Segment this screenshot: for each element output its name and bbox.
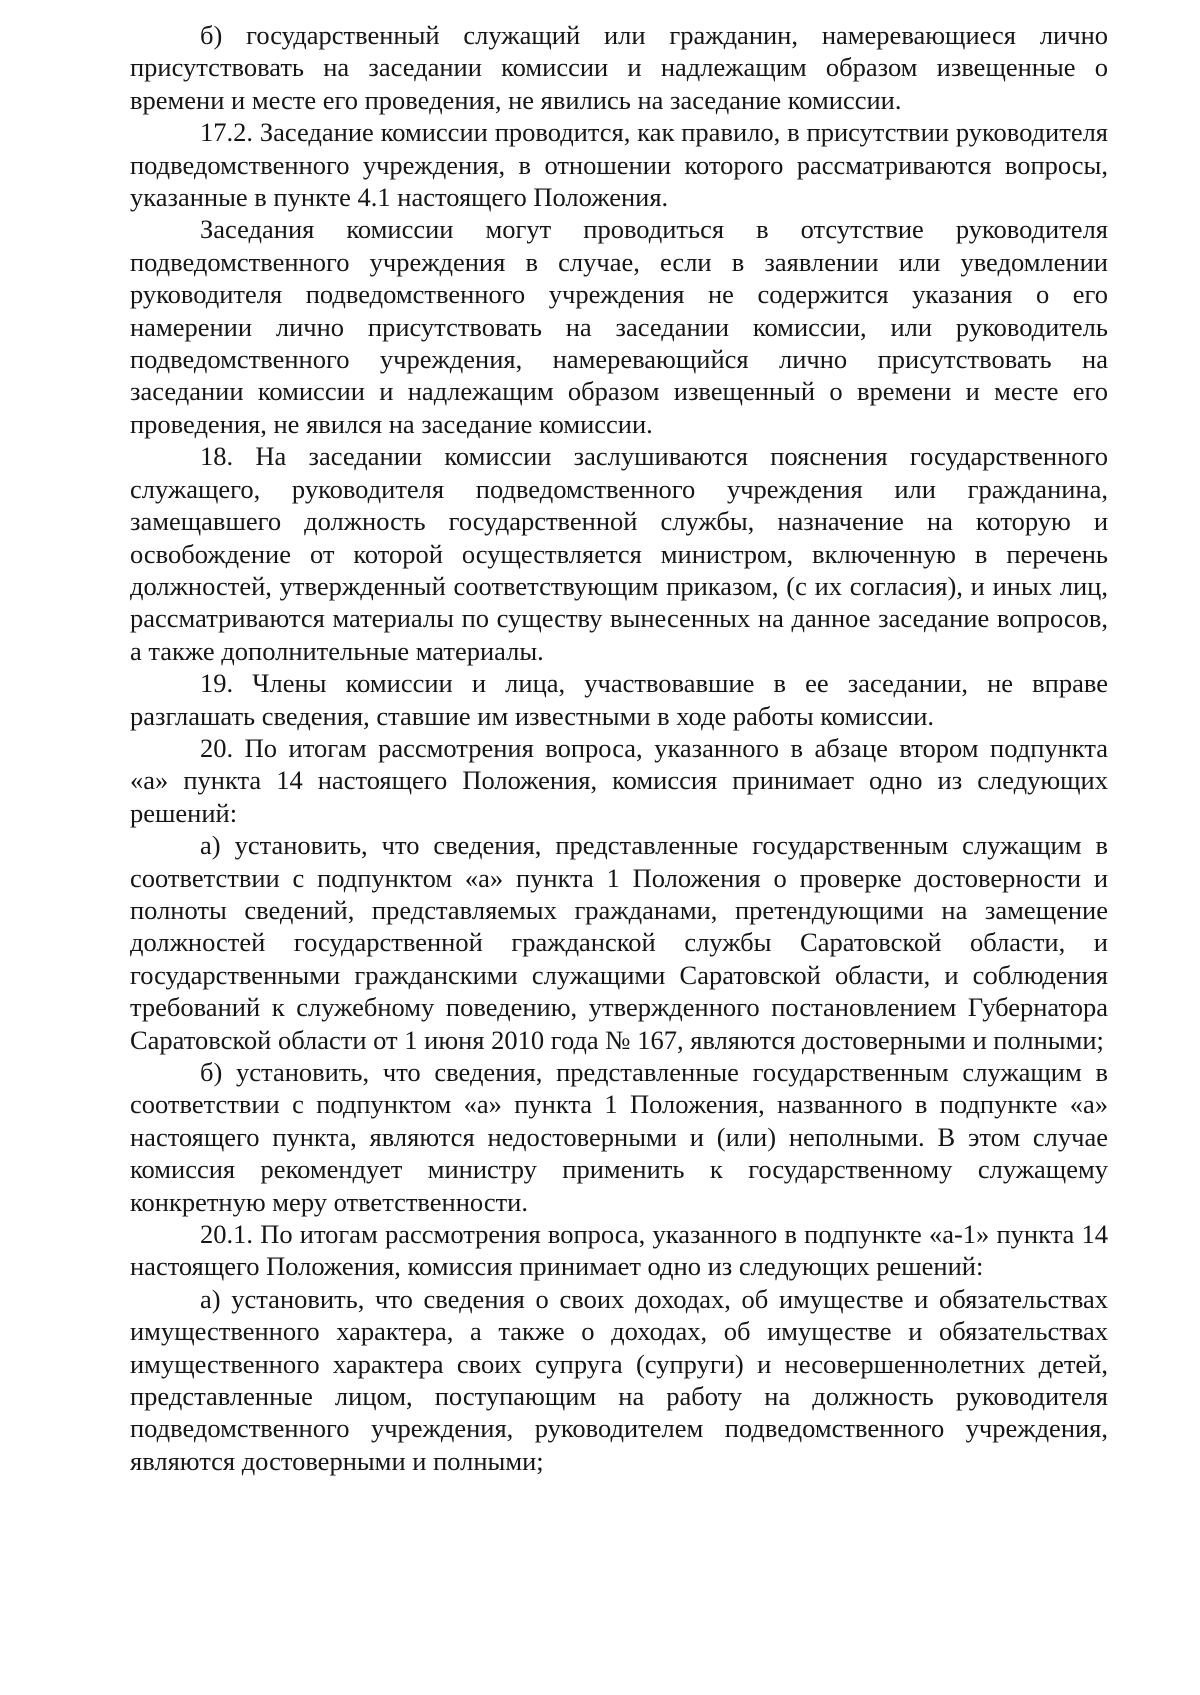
- paragraph-20-b: б) установить, что сведения, представленные государственным служащим в соответствии с подпунктом «а» пункта 1 Положения, названного в подпункте «а» настоящего пункта, являются недостоверными и (или) неполными. В этом случае комиссия рекомендует министру применить к государственному служащему конкретную меру ответственности.: [130, 1057, 1108, 1217]
- paragraph-20: 20. По итогам рассмотрения вопроса, указанного в абзаце втором подпункта «а» пункта 14 настоящего Положения, комиссия принимает одно из следующих решений:: [130, 732, 1108, 828]
- paragraph-20-1-a: а) установить, что сведения о своих доходах, об имуществе и обязательствах имущественного характера, а также о доходах, об имуществе и обязательствах имущественного характера своих супруга (супруги) и несовершеннолетних детей, представленные лицом, поступающим на работу на должность руководителя подведомственного учреждения, руководителем подведомственного учреждения, являются достоверными и полными;: [130, 1283, 1108, 1476]
- paragraph-17-2-absence: Заседания комиссии могут проводиться в отсутствие руководителя подведомственного учреждения в случае, если в заявлении или уведомлении руководителя подведомственного учреждения не содержится указания о его намерении лично присутствовать на заседании комиссии, или руководитель подведомственного учреждения, намеревающийся лично присутствовать на заседании комиссии и надлежащим образом извещенный о времени и месте его проведения, не явился на заседание комиссии.: [130, 214, 1108, 439]
- paragraph-20-1: 20.1. По итогам рассмотрения вопроса, указанного в подпункте «а-1» пункта 14 настоящего Положения, комиссия принимает одно из следующих решений:: [130, 1219, 1108, 1282]
- paragraph-19: 19. Члены комиссии и лица, участвовавшие в ее заседании, не вправе разглашать сведения, ставшие им известными в ходе работы комиссии.: [130, 668, 1108, 731]
- paragraph-17-2: 17.2. Заседание комиссии проводится, как правило, в присутствии руководителя подведомственного учреждения, в отношении которого рассматриваются вопросы, указанные в пункте 4.1 настоящего Положения.: [130, 117, 1108, 213]
- paragraph-18: 18. На заседании комиссии заслушиваются пояснения государственного служащего, руководителя подведомственного учреждения или гражданина, замещавшего должность государственной службы, назначение на которую и освобождение от которой осуществляется министром, включенную в перечень должностей, утвержденный соответствующим приказом, (с их согласия), и иных лиц, рассматриваются материалы по существу вынесенных на данное заседание вопросов, а также дополнительные материалы.: [130, 441, 1108, 666]
- paragraph-20-a: а) установить, что сведения, представленные государственным служащим в соответствии с подпунктом «а» пункта 1 Положения о проверке достоверности и полноты сведений, представляемых гражданами, претендующими на замещение должностей государственной гражданской службы Саратовской области, и государственными гражданскими служащими Саратовской области, и соблюдения требований к служебному поведению, утвержденного постановлением Губернатора Саратовской области от 1 июня 2010 года № 167, являются достоверными и полными;: [130, 830, 1108, 1055]
- paragraph-item-b-no-show: б) государственный служащий или гражданин, намеревающиеся лично присутствовать на заседании комиссии и надлежащим образом извещенные о времени и месте его проведения, не явились на заседание комиссии.: [130, 20, 1108, 115]
- document-body: [130, 19, 1108, 1477]
